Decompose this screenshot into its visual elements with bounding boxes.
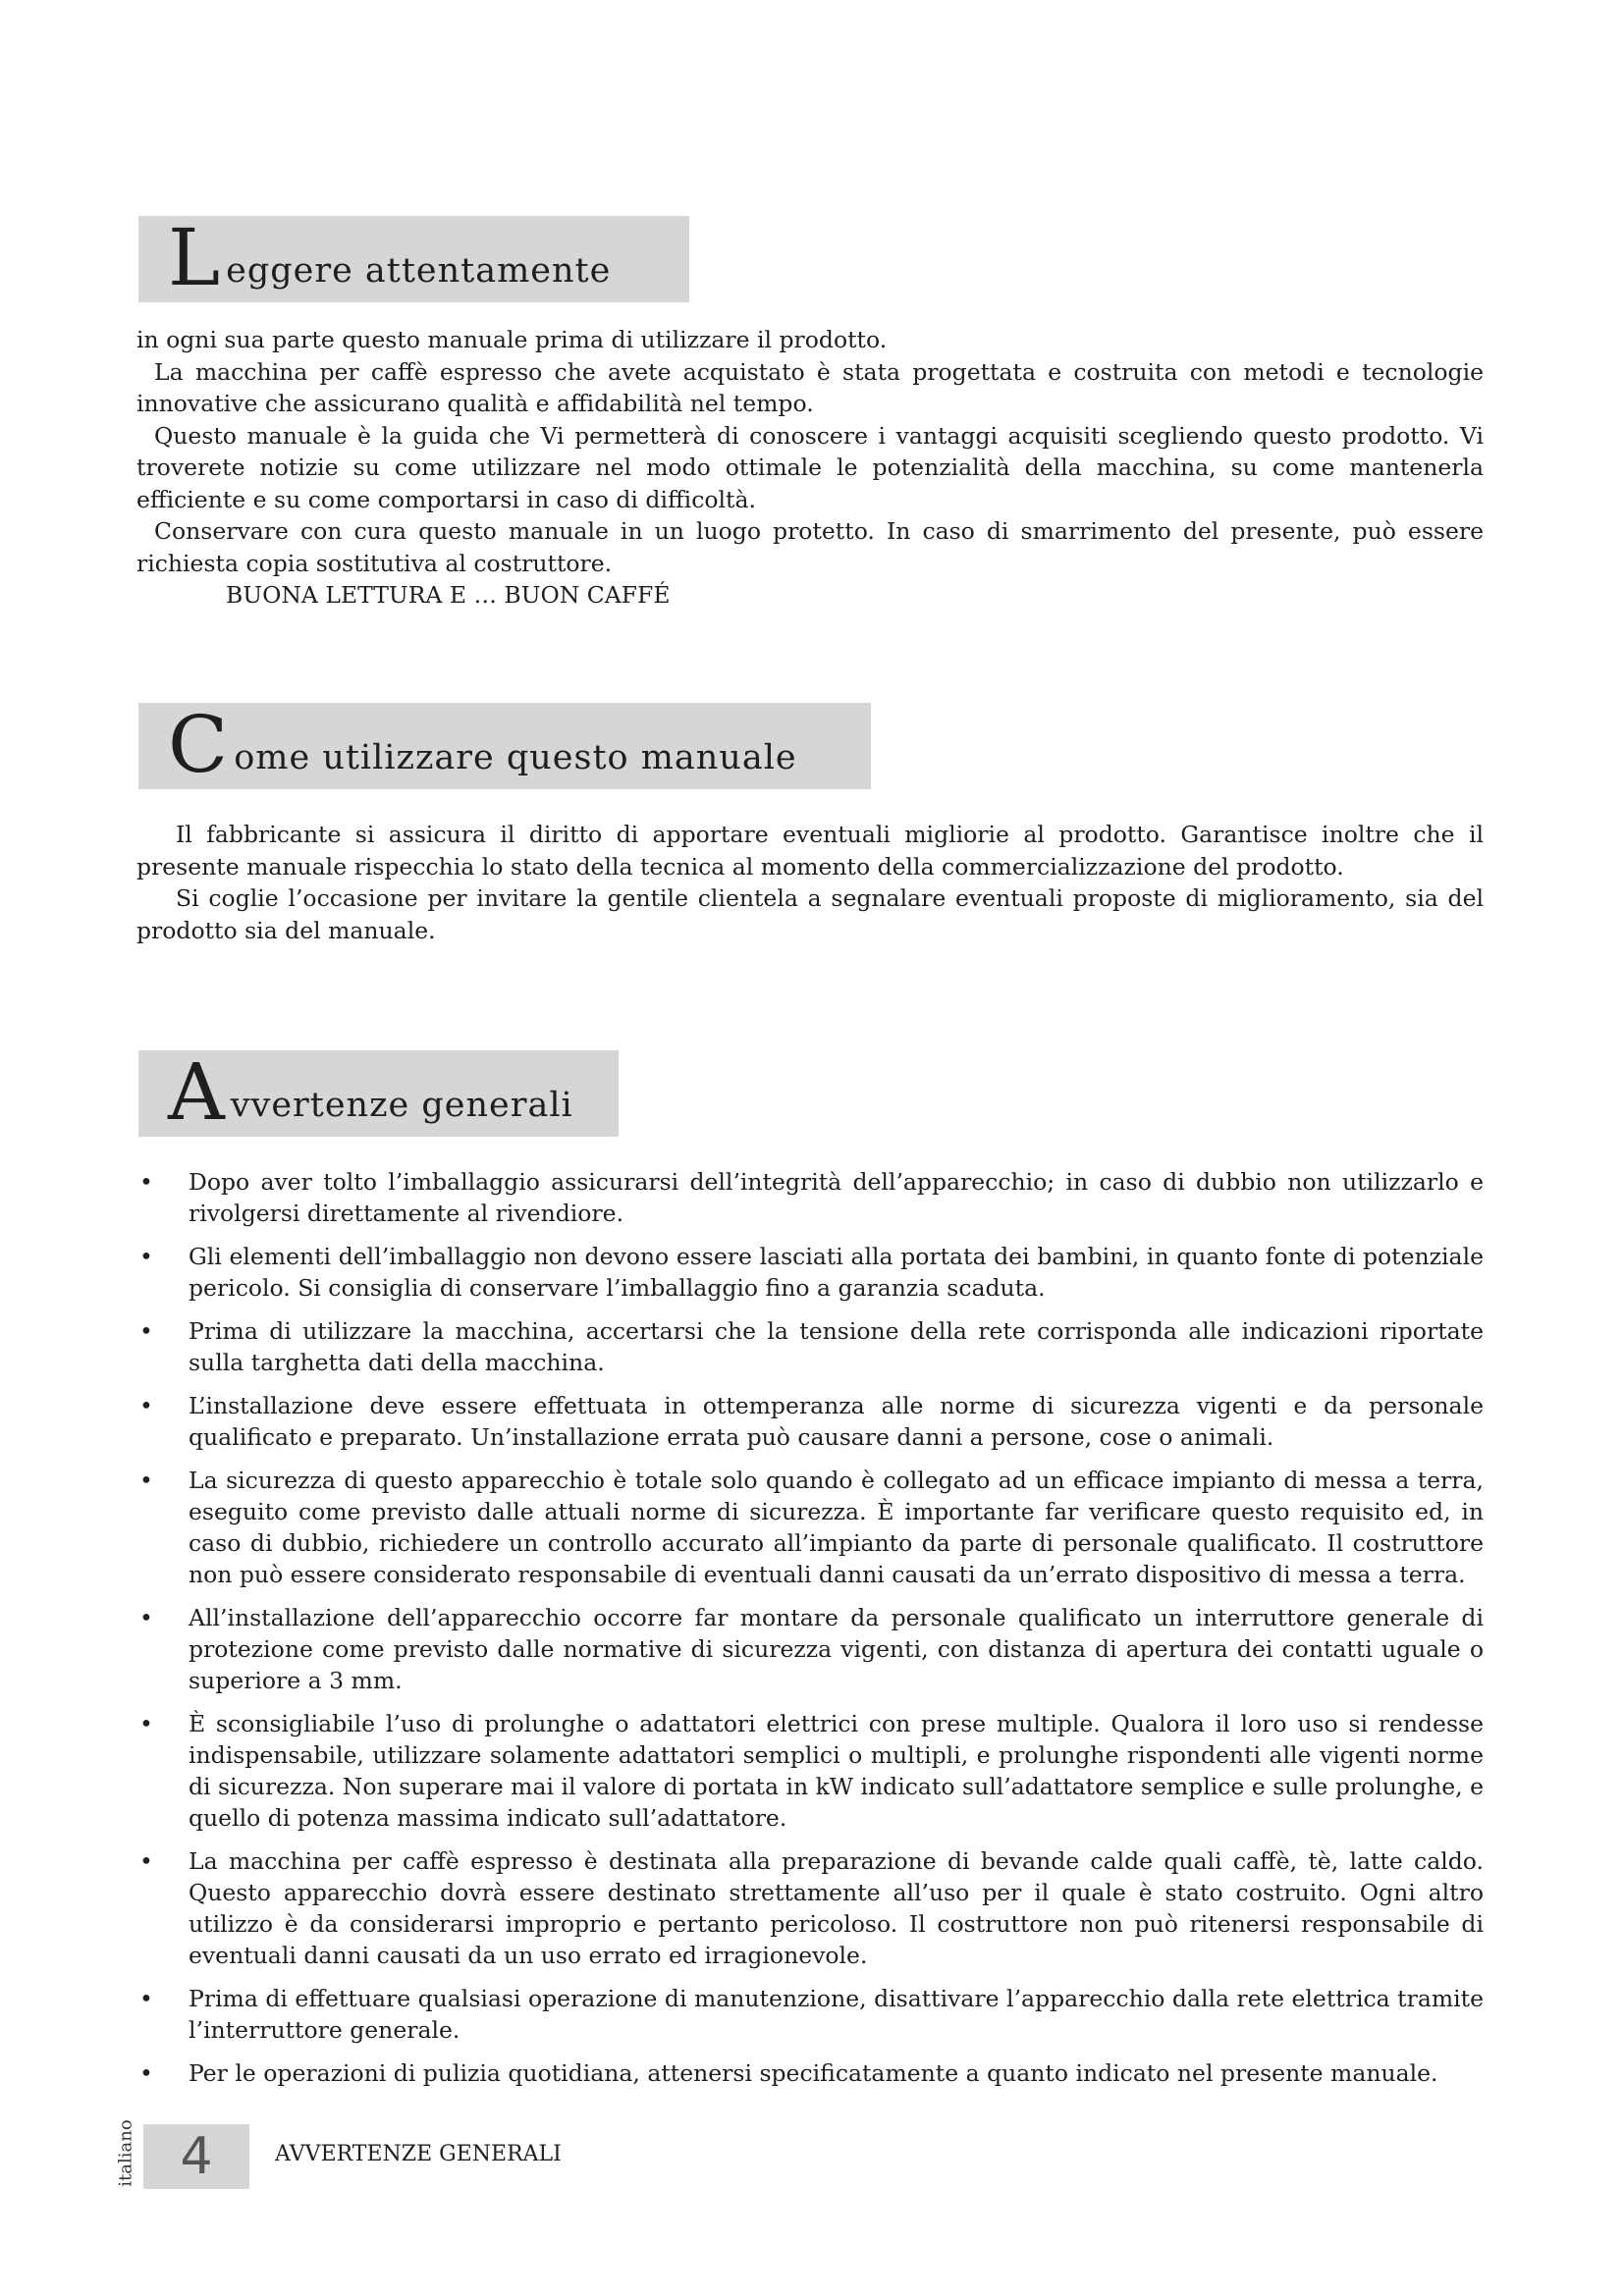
list-item-text: L’installazione deve essere effettuata in ottemperanza alle norme di sicurezza vigenti e da personale qualificato e preparato. Un’installazione errata può causare danni a persone, cose o animali. xyxy=(189,1392,1484,1451)
bullet: • xyxy=(139,1710,153,1737)
list-item xyxy=(136,1983,1484,2046)
heading-title: vvertenze generali xyxy=(230,1086,573,1125)
list-item xyxy=(136,1315,1484,1378)
list-item-text: Dopo aver tolto l’imballaggio assicurarsi dell’integrità dell’apparecchio; in caso di dubbio non utilizzarlo e rivolgersi direttamente al rivendiore. xyxy=(189,1168,1484,1227)
list-item-text: Gli elementi dell’imballaggio non devono essere lasciati alla portata dei bambini, in quanto fonte di potenziale pericolo. Si consiglia di conservare l’imballaggio fino a garanzia scaduta. xyxy=(189,1243,1484,1302)
bullet: • xyxy=(139,1467,153,1494)
list-item xyxy=(136,1166,1484,1229)
list-item-text: È sconsigliabile l’uso di prolunghe o adattatori elettrici con prese multiple. Qualora il loro uso si rendesse indispensabile, utilizzare solamente adattatori semplici o multipli, e prolunghe rispondenti alle vigenti norme di sicurezza. Non superare mai il valore di portata in kW indicato sull’adattatore semplice e sulle prolunghe, e quello di potenza massima indicato sull’adattatore. xyxy=(189,1710,1484,1832)
bullet: • xyxy=(139,1604,153,1631)
section-heading-come xyxy=(138,699,871,790)
footer-language xyxy=(114,2116,137,2189)
list-item-text: La sicurezza di questo apparecchio è totale solo quando è collegato ad un efficace impianto di messa a terra, eseguito come previsto dalle attuali norme di sicurezza. È importante far verificare questo requisito ed, in caso di dubbio, richiedere un controllo accurato all’impianto da parte di personale qualificato. Il costruttore non può essere considerato responsabile di eventuali danni causati da un’errato dispositivo di messa a terra. xyxy=(189,1467,1484,1588)
list-item xyxy=(136,1602,1484,1696)
footer-language-label: italiano xyxy=(115,2118,136,2187)
section-heading-avvertenze xyxy=(138,1046,619,1138)
closing-line: BUONA LETTURA E … BUON CAFFÉ xyxy=(226,581,671,609)
paragraph: Il fabbricante si assicura il diritto di apportare eventuali migliorie al prodotto. Garantisce inoltre che il presente manuale rispecchia lo stato della tecnica al momento della commercializzazione del prodotto. xyxy=(136,821,1484,881)
page-number: 4 xyxy=(180,2127,213,2186)
heading-initial: C xyxy=(168,699,229,790)
heading-initial: L xyxy=(168,212,221,303)
list-item xyxy=(136,1465,1484,1590)
bullet: • xyxy=(139,1317,153,1345)
bullet: • xyxy=(139,1392,153,1419)
section2-body xyxy=(136,819,1484,946)
list-item-text: All’installazione dell’apparecchio occorre far montare da personale qualificato un interruttore generale di protezione come previsto dalle normative di sicurezza vigenti, con distanza di apertura dei contatti uguale o superiore a 3 mm. xyxy=(189,1604,1484,1694)
paragraph: in ogni sua parte questo manuale prima di utilizzare il prodotto. xyxy=(136,326,888,353)
footer-section-title: AVVERTENZE GENERALI xyxy=(275,2142,562,2166)
paragraph: Questo manuale è la guida che Vi permetterà di conoscere i vantaggi acquisiti scegliendo questo prodotto. Vi troverete notizie su come utilizzare nel modo ottimale le potenzialità della macchina, su come mantenerla efficiente e su come comportarsi in caso di difficoltà. xyxy=(136,421,1484,513)
paragraph: La macchina per caffè espresso che avete acquistato è stata progettata e costruita con metodi e tecnologie innovative che assicurano qualità e affidabilità nel tempo. xyxy=(136,357,1484,417)
bullet: • xyxy=(139,1985,153,2012)
list-item-text: Prima di utilizzare la macchina, accertarsi che la tensione della rete corrisponda alle indicazioni riportate sulla targhetta dati della macchina. xyxy=(189,1317,1484,1376)
list-item xyxy=(136,2057,1484,2089)
paragraph: Si coglie l’occasione per invitare la gentile clientela a segnalare eventuali proposte di miglioramento, sia del prodotto sia del manuale. xyxy=(136,884,1484,944)
list-item-text: La macchina per caffè espresso è destinata alla preparazione di bevande calde quali caffè, tè, latte caldo. Questo apparecchio dovrà essere destinato strettamente all’uso per il quale è stato costruito. Ogni altro utilizzo è da considerarsi improprio e pertanto pericoloso. Il costruttore non può ritenersi responsabile di eventuali danni causati da un uso errato ed irragionevole. xyxy=(189,1847,1484,1969)
paragraph: Conservare con cura questo manuale in un luogo protetto. In caso di smarrimento del presente, può essere richiesta copia sostitutiva al costruttore. xyxy=(136,517,1484,577)
section1-body xyxy=(136,324,1484,612)
bullet: • xyxy=(139,2059,153,2087)
heading-title: eggere attentamente xyxy=(226,251,612,291)
list-item-text: Prima di effettuare qualsiasi operazione di manutenzione, disattivare l’apparecchio dalla rete elettrica tramite l’interruttore generale. xyxy=(189,1985,1484,2044)
list-item xyxy=(136,1845,1484,1971)
heading-title: ome utilizzare questo manuale xyxy=(234,738,797,777)
bullet: • xyxy=(139,1243,153,1270)
list-item-text: Per le operazioni di pulizia quotidiana, attenersi specificatamente a quanto indicato nel presente manuale. xyxy=(189,2059,1438,2087)
warnings-list xyxy=(136,1166,1484,2101)
list-item xyxy=(136,1390,1484,1453)
bullet: • xyxy=(139,1168,153,1196)
page-number-box xyxy=(143,2124,249,2189)
list-item xyxy=(136,1708,1484,1834)
heading-initial: A xyxy=(168,1046,225,1138)
list-item xyxy=(136,1241,1484,1304)
section-heading-leggere xyxy=(138,212,689,303)
bullet: • xyxy=(139,1847,153,1875)
